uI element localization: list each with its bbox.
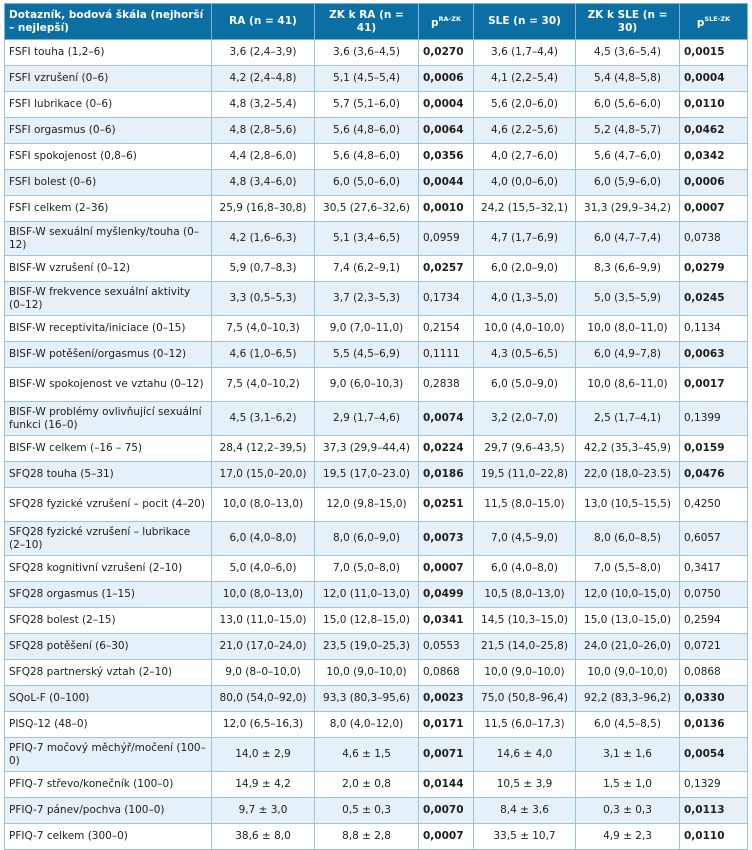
p-value-ra: 0,0007: [419, 556, 474, 582]
row-label: BISF-W sexuální myšlenky/touha (0–12): [5, 222, 212, 256]
header-zk-sle: ZK k SLE (n = 30): [576, 4, 680, 40]
p-value-ra: 0,1734: [419, 282, 474, 316]
row-label: SFQ28 partnerský vztah (2–10): [5, 660, 212, 686]
p-value-sle: 0,0750: [680, 582, 748, 608]
p-value-ra: 0,0553: [419, 634, 474, 660]
p-value-ra: 0,2838: [419, 368, 474, 402]
p-value-ra: 0,0006: [419, 66, 474, 92]
p-value-ra: 0,0224: [419, 436, 474, 462]
value-zk-sle: 4,5 (3,6–5,4): [576, 40, 680, 66]
value-sle: 33,5 ± 10,7: [474, 824, 576, 850]
value-zk-ra: 93,3 (80,3–95,6): [315, 686, 419, 712]
row-label: PISQ-12 (48–0): [5, 712, 212, 738]
p-value-ra: 0,0144: [419, 772, 474, 798]
p-value-sle: 0,0738: [680, 222, 748, 256]
table-row: [5, 144, 748, 170]
value-sle: 10,0 (9,0–10,0): [474, 660, 576, 686]
table-row: [5, 402, 748, 436]
value-ra: 7,5 (4,0–10,3): [212, 316, 315, 342]
value-zk-ra: 5,6 (4,8–6,0): [315, 144, 419, 170]
p-value-ra: 0,0341: [419, 608, 474, 634]
value-sle: 4,1 (2,2–5,4): [474, 66, 576, 92]
value-zk-ra: 8,0 (4,0–12,0): [315, 712, 419, 738]
p-value-sle: 0,0476: [680, 462, 748, 488]
value-ra: 3,6 (2,4–3,9): [212, 40, 315, 66]
value-sle: 3,6 (1,7–4,4): [474, 40, 576, 66]
p-value-sle: 0,0015: [680, 40, 748, 66]
value-ra: 17,0 (15,0–20,0): [212, 462, 315, 488]
value-sle: 29,7 (9,6–43,5): [474, 436, 576, 462]
value-sle: 75,0 (50,8–96,4): [474, 686, 576, 712]
value-ra: 4,4 (2,8–6,0): [212, 144, 315, 170]
value-ra: 4,8 (3,4–6,0): [212, 170, 315, 196]
value-ra: 7,5 (4,0–10,2): [212, 368, 315, 402]
p-value-sle: 0,1329: [680, 772, 748, 798]
value-sle: 3,2 (2,0–7,0): [474, 402, 576, 436]
value-zk-sle: 6,0 (4,7–7,4): [576, 222, 680, 256]
header-p-ra-base: p: [430, 17, 439, 29]
p-value-ra: 0,0868: [419, 660, 474, 686]
value-ra: 21,0 (17,0–24,0): [212, 634, 315, 660]
p-value-ra: 0,0023: [419, 686, 474, 712]
value-zk-sle: 6,0 (5,9–6,0): [576, 170, 680, 196]
header-p-ra: [419, 4, 474, 40]
value-ra: 12,0 (6,5–16,3): [212, 712, 315, 738]
value-zk-sle: 6,0 (4,9–7,8): [576, 342, 680, 368]
value-zk-sle: 31,3 (29,9–34,2): [576, 196, 680, 222]
p-value-sle: 0,0063: [680, 342, 748, 368]
value-zk-sle: 22,0 (18,0–23.5): [576, 462, 680, 488]
table-row: [5, 488, 748, 522]
value-sle: 7,0 (4,5–9,0): [474, 522, 576, 556]
value-zk-sle: 0,3 ± 0,3: [576, 798, 680, 824]
row-label: FSFI vzrušení (0–6): [5, 66, 212, 92]
p-value-ra: 0,0270: [419, 40, 474, 66]
value-zk-sle: 6,0 (4,5–8,5): [576, 712, 680, 738]
value-ra: 14,9 ± 4,2: [212, 772, 315, 798]
value-ra: 3,3 (0,5–5,3): [212, 282, 315, 316]
row-label: SFQ28 fyzické vzrušení – pocit (4–20): [5, 488, 212, 522]
value-zk-ra: 15,0 (12,8–15,0): [315, 608, 419, 634]
row-label: SFQ28 bolest (2–15): [5, 608, 212, 634]
row-label: FSFI celkem (2–36): [5, 196, 212, 222]
p-value-sle: 0,0136: [680, 712, 748, 738]
p-value-sle: 0,2594: [680, 608, 748, 634]
value-ra: 10,0 (8,0–13,0): [212, 488, 315, 522]
value-sle: 19,5 (11,0–22,8): [474, 462, 576, 488]
table-row: [5, 824, 748, 850]
table-row: [5, 66, 748, 92]
row-label: BISF-W celkem (–16 – 75): [5, 436, 212, 462]
row-label: FSFI touha (1,2–6): [5, 40, 212, 66]
value-zk-sle: 92,2 (83,3–96,2): [576, 686, 680, 712]
p-value-sle: 0,0330: [680, 686, 748, 712]
value-ra: 9,7 ± 3,0: [212, 798, 315, 824]
table-row: [5, 222, 748, 256]
p-value-sle: 0,0462: [680, 118, 748, 144]
value-zk-ra: 4,6 ± 1,5: [315, 738, 419, 772]
value-zk-ra: 9,0 (6,0–10,3): [315, 368, 419, 402]
table-row: [5, 316, 748, 342]
value-ra: 13,0 (11,0–15,0): [212, 608, 315, 634]
value-zk-sle: 4,9 ± 2,3: [576, 824, 680, 850]
row-label: BISF-W vzrušení (0–12): [5, 256, 212, 282]
table-row: [5, 170, 748, 196]
p-value-sle: 0,0017: [680, 368, 748, 402]
p-value-ra: 0,0071: [419, 738, 474, 772]
value-zk-ra: 2,0 ± 0,8: [315, 772, 419, 798]
value-sle: 21,5 (14,0–25,8): [474, 634, 576, 660]
value-zk-sle: 13,0 (10,5–15,5): [576, 488, 680, 522]
row-label: SFQ28 touha (5–31): [5, 462, 212, 488]
row-label: SFQ28 kognitivní vzrušení (2–10): [5, 556, 212, 582]
p-value-ra: 0,0073: [419, 522, 474, 556]
p-value-sle: 0,0110: [680, 92, 748, 118]
value-zk-sle: 2,5 (1,7–4,1): [576, 402, 680, 436]
header-sle: SLE (n = 30): [474, 4, 576, 40]
p-value-ra: 0,0064: [419, 118, 474, 144]
value-sle: 6,0 (5,0–9,0): [474, 368, 576, 402]
value-sle: 11,5 (6,0–17,3): [474, 712, 576, 738]
header-row: [5, 4, 748, 40]
p-value-ra: 0,0074: [419, 402, 474, 436]
value-zk-ra: 8,0 (6,0–9,0): [315, 522, 419, 556]
row-label: FSFI lubrikace (0–6): [5, 92, 212, 118]
value-sle: 4,0 (1,3–5,0): [474, 282, 576, 316]
value-sle: 8,4 ± 3,6: [474, 798, 576, 824]
value-ra: 5,9 (0,7–8,3): [212, 256, 315, 282]
table-row: [5, 772, 748, 798]
value-sle: 4,0 (0,0–6,0): [474, 170, 576, 196]
value-sle: 10,5 ± 3,9: [474, 772, 576, 798]
value-zk-ra: 5,7 (5,1–6,0): [315, 92, 419, 118]
value-ra: 10,0 (8,0–13,0): [212, 582, 315, 608]
row-label: PFIQ-7 střevo/konečník (100–0): [5, 772, 212, 798]
value-zk-ra: 12,0 (11,0–13,0): [315, 582, 419, 608]
value-zk-sle: 12,0 (10,0–15,0): [576, 582, 680, 608]
row-label: FSFI bolest (0–6): [5, 170, 212, 196]
header-ra: RA (n = 41): [212, 4, 315, 40]
table-row: [5, 686, 748, 712]
value-zk-sle: 15,0 (13,0–15,0): [576, 608, 680, 634]
p-value-sle: 0,0110: [680, 824, 748, 850]
value-zk-sle: 42,2 (35,3–45,9): [576, 436, 680, 462]
value-zk-ra: 5,1 (4,5–5,4): [315, 66, 419, 92]
row-label: PFIQ-7 celkem (300–0): [5, 824, 212, 850]
value-sle: 6,0 (4,0–8,0): [474, 556, 576, 582]
table-row: [5, 196, 748, 222]
p-value-ra: 0,0171: [419, 712, 474, 738]
p-value-sle: 0,1134: [680, 316, 748, 342]
value-zk-ra: 5,1 (3,4–6,5): [315, 222, 419, 256]
table-row: [5, 582, 748, 608]
value-sle: 14,5 (10,3–15,0): [474, 608, 576, 634]
value-zk-sle: 8,0 (6,0–8,5): [576, 522, 680, 556]
value-ra: 4,8 (3,2–5,4): [212, 92, 315, 118]
row-label: BISF-W spokojenost ve vztahu (0–12): [5, 368, 212, 402]
table-row: [5, 738, 748, 772]
table-row: [5, 256, 748, 282]
row-label: BISF-W potěšení/orgasmus (0–12): [5, 342, 212, 368]
value-sle: 6,0 (2,0–9,0): [474, 256, 576, 282]
value-zk-ra: 7,4 (6,2–9,1): [315, 256, 419, 282]
value-zk-sle: 5,4 (4,8–5,8): [576, 66, 680, 92]
p-value-ra: 0,0004: [419, 92, 474, 118]
p-value-sle: 0,0054: [680, 738, 748, 772]
value-ra: 28,4 (12,2–39,5): [212, 436, 315, 462]
value-zk-ra: 8,8 ± 2,8: [315, 824, 419, 850]
value-ra: 9,0 (8–0–10,0): [212, 660, 315, 686]
table-row: [5, 40, 748, 66]
value-zk-sle: 24,0 (21,0–26,0): [576, 634, 680, 660]
value-zk-ra: 30,5 (27,6–32,6): [315, 196, 419, 222]
p-value-sle: 0,0868: [680, 660, 748, 686]
p-value-ra: 0,0010: [419, 196, 474, 222]
header-p-ra-sup: RA-ZK: [438, 15, 461, 23]
table-row: [5, 660, 748, 686]
value-zk-ra: 19,5 (17,0–23.0): [315, 462, 419, 488]
value-zk-sle: 1,5 ± 1,0: [576, 772, 680, 798]
value-sle: 10,5 (8,0–13,0): [474, 582, 576, 608]
value-zk-ra: 12,0 (9,8–15,0): [315, 488, 419, 522]
p-value-ra: 0,0257: [419, 256, 474, 282]
header-p-sle-base: p: [696, 17, 705, 29]
p-value-sle: 0,0342: [680, 144, 748, 170]
p-value-sle: 0,0004: [680, 66, 748, 92]
value-ra: 14,0 ± 2,9: [212, 738, 315, 772]
row-label: SFQ28 orgasmus (1–15): [5, 582, 212, 608]
table-body: [5, 40, 748, 850]
p-value-sle: 0,0007: [680, 196, 748, 222]
value-zk-sle: 5,0 (3,5–5,9): [576, 282, 680, 316]
value-sle: 4,3 (0,5–6,5): [474, 342, 576, 368]
table-row: [5, 368, 748, 402]
table-row: [5, 342, 748, 368]
value-ra: 4,5 (3,1–6,2): [212, 402, 315, 436]
row-label: SFQ28 potěšení (6–30): [5, 634, 212, 660]
p-value-ra: 0,0251: [419, 488, 474, 522]
p-value-ra: 0,0007: [419, 824, 474, 850]
value-ra: 25,9 (16,8–30,8): [212, 196, 315, 222]
header-questionnaire: Dotazník, bodová škála (nejhorší – nejlepší): [5, 4, 212, 40]
table-row: [5, 118, 748, 144]
value-ra: 80,0 (54,0–92,0): [212, 686, 315, 712]
value-sle: 5,6 (2,0–6,0): [474, 92, 576, 118]
p-value-ra: 0,0044: [419, 170, 474, 196]
p-value-sle: 0,6057: [680, 522, 748, 556]
value-zk-ra: 23,5 (19,0–25,3): [315, 634, 419, 660]
p-value-sle: 0,4250: [680, 488, 748, 522]
row-label: BISF-W problémy ovlivňující sexuální funkci (16–0): [5, 402, 212, 436]
value-zk-ra: 7,0 (5,0–8,0): [315, 556, 419, 582]
p-value-sle: 0,0006: [680, 170, 748, 196]
value-sle: 4,6 (2,2–5,6): [474, 118, 576, 144]
p-value-ra: 0,0499: [419, 582, 474, 608]
value-zk-ra: 5,5 (4,5–6,9): [315, 342, 419, 368]
value-zk-ra: 3,7 (2,3–5,3): [315, 282, 419, 316]
row-label: FSFI orgasmus (0–6): [5, 118, 212, 144]
value-sle: 4,7 (1,7–6,9): [474, 222, 576, 256]
p-value-sle: 0,1399: [680, 402, 748, 436]
value-zk-sle: 5,6 (4,7–6,0): [576, 144, 680, 170]
value-zk-ra: 37,3 (29,9–44,4): [315, 436, 419, 462]
value-ra: 4,2 (1,6–6,3): [212, 222, 315, 256]
row-label: PFIQ-7 pánev/pochva (100–0): [5, 798, 212, 824]
value-sle: 10,0 (4,0–10,0): [474, 316, 576, 342]
value-ra: 4,8 (2,8–5,6): [212, 118, 315, 144]
value-zk-sle: 8,3 (6,6–9,9): [576, 256, 680, 282]
header-p-sle-sup: SLE-ZK: [704, 15, 731, 23]
value-zk-sle: 7,0 (5,5–8,0): [576, 556, 680, 582]
value-sle: 24,2 (15,5–32,1): [474, 196, 576, 222]
table-row: [5, 712, 748, 738]
value-zk-ra: 5,6 (4,8–6,0): [315, 118, 419, 144]
value-zk-sle: 5,2 (4,8–5,7): [576, 118, 680, 144]
table-row: [5, 634, 748, 660]
value-zk-ra: 10,0 (9,0–10,0): [315, 660, 419, 686]
p-value-ra: 0,2154: [419, 316, 474, 342]
value-sle: 4,0 (2,7–6,0): [474, 144, 576, 170]
value-ra: 38,6 ± 8,0: [212, 824, 315, 850]
table-row: [5, 556, 748, 582]
table-row: [5, 436, 748, 462]
value-zk-ra: 0,5 ± 0,3: [315, 798, 419, 824]
p-value-ra: 0,0070: [419, 798, 474, 824]
p-value-ra: 0,1111: [419, 342, 474, 368]
row-label: BISF-W frekvence sexuální aktivity (0–12): [5, 282, 212, 316]
value-ra: 5,0 (4,0–6,0): [212, 556, 315, 582]
p-value-sle: 0,3417: [680, 556, 748, 582]
p-value-sle: 0,0721: [680, 634, 748, 660]
value-ra: 6,0 (4,0–8,0): [212, 522, 315, 556]
row-label: PFIQ-7 močový měchýř/močení (100–0): [5, 738, 212, 772]
row-label: SQoL-F (0–100): [5, 686, 212, 712]
value-zk-sle: 3,1 ± 1,6: [576, 738, 680, 772]
value-ra: 4,6 (1,0–6,5): [212, 342, 315, 368]
table-header: [5, 4, 748, 40]
value-sle: 11,5 (8,0–15,0): [474, 488, 576, 522]
questionnaire-results-table: [4, 3, 748, 850]
value-sle: 14,6 ± 4,0: [474, 738, 576, 772]
value-zk-ra: 3,6 (3,6–4,5): [315, 40, 419, 66]
p-value-ra: 0,0959: [419, 222, 474, 256]
row-label: FSFI spokojenost (0,8–6): [5, 144, 212, 170]
p-value-ra: 0,0356: [419, 144, 474, 170]
row-label: SFQ28 fyzické vzrušení – lubrikace (2–10): [5, 522, 212, 556]
header-zk-ra: ZK k RA (n = 41): [315, 4, 419, 40]
row-label: BISF-W receptivita/iniciace (0–15): [5, 316, 212, 342]
p-value-sle: 0,0113: [680, 798, 748, 824]
table-row: [5, 798, 748, 824]
header-p-sle: [680, 4, 748, 40]
value-zk-sle: 6,0 (5,6–6,0): [576, 92, 680, 118]
table-row: [5, 608, 748, 634]
p-value-sle: 0,0279: [680, 256, 748, 282]
table-row: [5, 462, 748, 488]
results-table-container: [4, 3, 747, 850]
value-zk-ra: 6,0 (5,0–6,0): [315, 170, 419, 196]
table-row: [5, 282, 748, 316]
table-row: [5, 522, 748, 556]
value-zk-ra: 9,0 (7,0–11,0): [315, 316, 419, 342]
value-zk-sle: 10,0 (8,0–11,0): [576, 316, 680, 342]
p-value-sle: 0,0159: [680, 436, 748, 462]
p-value-sle: 0,0245: [680, 282, 748, 316]
p-value-ra: 0,0186: [419, 462, 474, 488]
value-zk-sle: 10,0 (9,0–10,0): [576, 660, 680, 686]
value-zk-ra: 2,9 (1,7–4,6): [315, 402, 419, 436]
value-ra: 4,2 (2,4–4,8): [212, 66, 315, 92]
value-zk-sle: 10,0 (8,6–11,0): [576, 368, 680, 402]
table-row: [5, 92, 748, 118]
